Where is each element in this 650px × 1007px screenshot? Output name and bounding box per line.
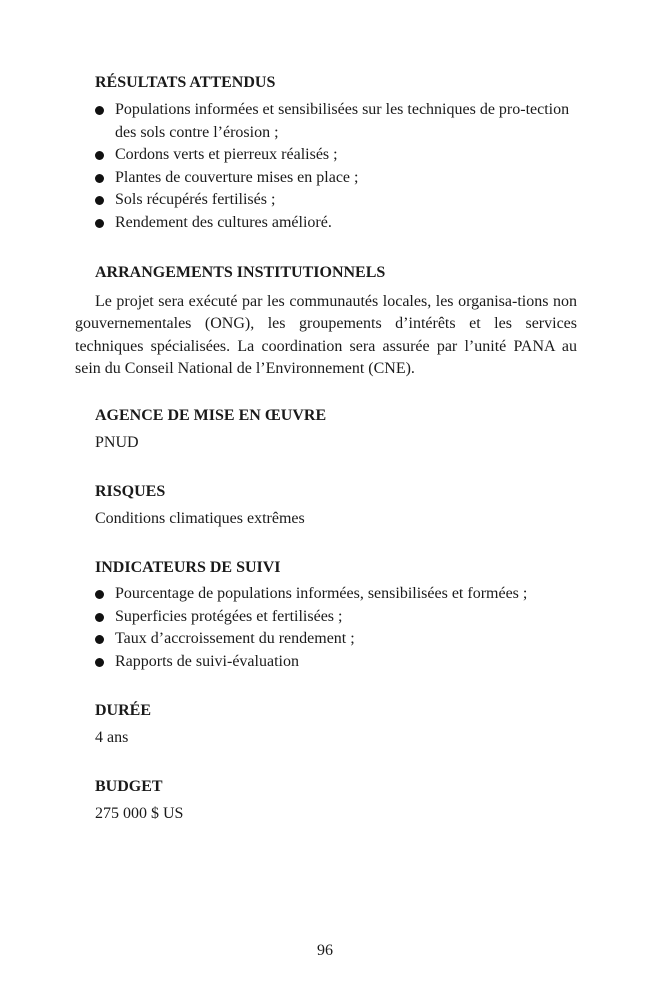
budget-heading: BUDGET [95,778,163,795]
agence-heading: AGENCE DE MISE EN ŒUVRE [95,407,327,424]
list-item [95,144,580,167]
list-item [95,606,580,629]
risques-heading: RISQUES [95,483,166,500]
duree-value: 4 ans [95,729,129,746]
list-item [95,189,580,212]
list-item [95,651,580,674]
agence-value: PNUD [95,434,139,451]
list-item [95,99,580,144]
budget-value: 275 000 $ US [95,805,184,822]
list-item [95,628,580,651]
duree-heading: DURÉE [95,702,152,719]
page-number: 96 [317,942,333,959]
bullet-icon [95,613,104,622]
resultats-heading: RÉSULTATS ATTENDUS [95,74,276,91]
list-item [95,583,580,606]
list-item-text: Cordons verts et pierreux réalisés ; [115,146,338,163]
list-item-text: Taux d’accroissement du rendement ; [115,630,355,647]
list-item-text: Rapports de suivi-évaluation [115,652,299,670]
list-item-text: Superficies protégées et fertilisées ; [115,607,343,625]
list-item-text: Rendement des cultures amélioré. [115,213,332,231]
risques-value: Conditions climatiques extrêmes [95,510,305,527]
bullet-icon [95,196,104,205]
indicateurs-heading: INDICATEURS DE SUIVI [95,559,281,576]
bullet-icon [95,106,104,115]
list-item-text: Pourcentage de populations informées, sensibilisées et formées ; [115,585,528,602]
bullet-icon [95,151,104,160]
list-item-text: Populations informées et sensibilisées sur les techniques de pro-tection des sols contre l’érosion ; [115,101,570,141]
indicateurs-list [95,583,580,673]
list-item [95,167,580,190]
list-item-text: Plantes de couverture mises en place ; [115,168,359,186]
bullet-icon [95,174,104,183]
bullet-icon [95,658,104,667]
bullet-icon [95,219,104,228]
bullet-icon [95,590,104,599]
resultats-list [95,99,580,234]
bullet-icon [95,635,104,644]
list-item [95,212,580,235]
list-item-text: Sols récupérés fertilisés ; [115,191,276,208]
arrangements-paragraph: Le projet sera exécuté par les communautés locales, les organisa-tions non gouvernementales (ONG), les groupements d’intérêts et les services techniques spécialisées. La coordination sera assurée par l’unité PANA au sein du Conseil National de l’Environnement (CNE). [75,293,577,377]
arrangements-heading: ARRANGEMENTS INSTITUTIONNELS [95,264,386,281]
